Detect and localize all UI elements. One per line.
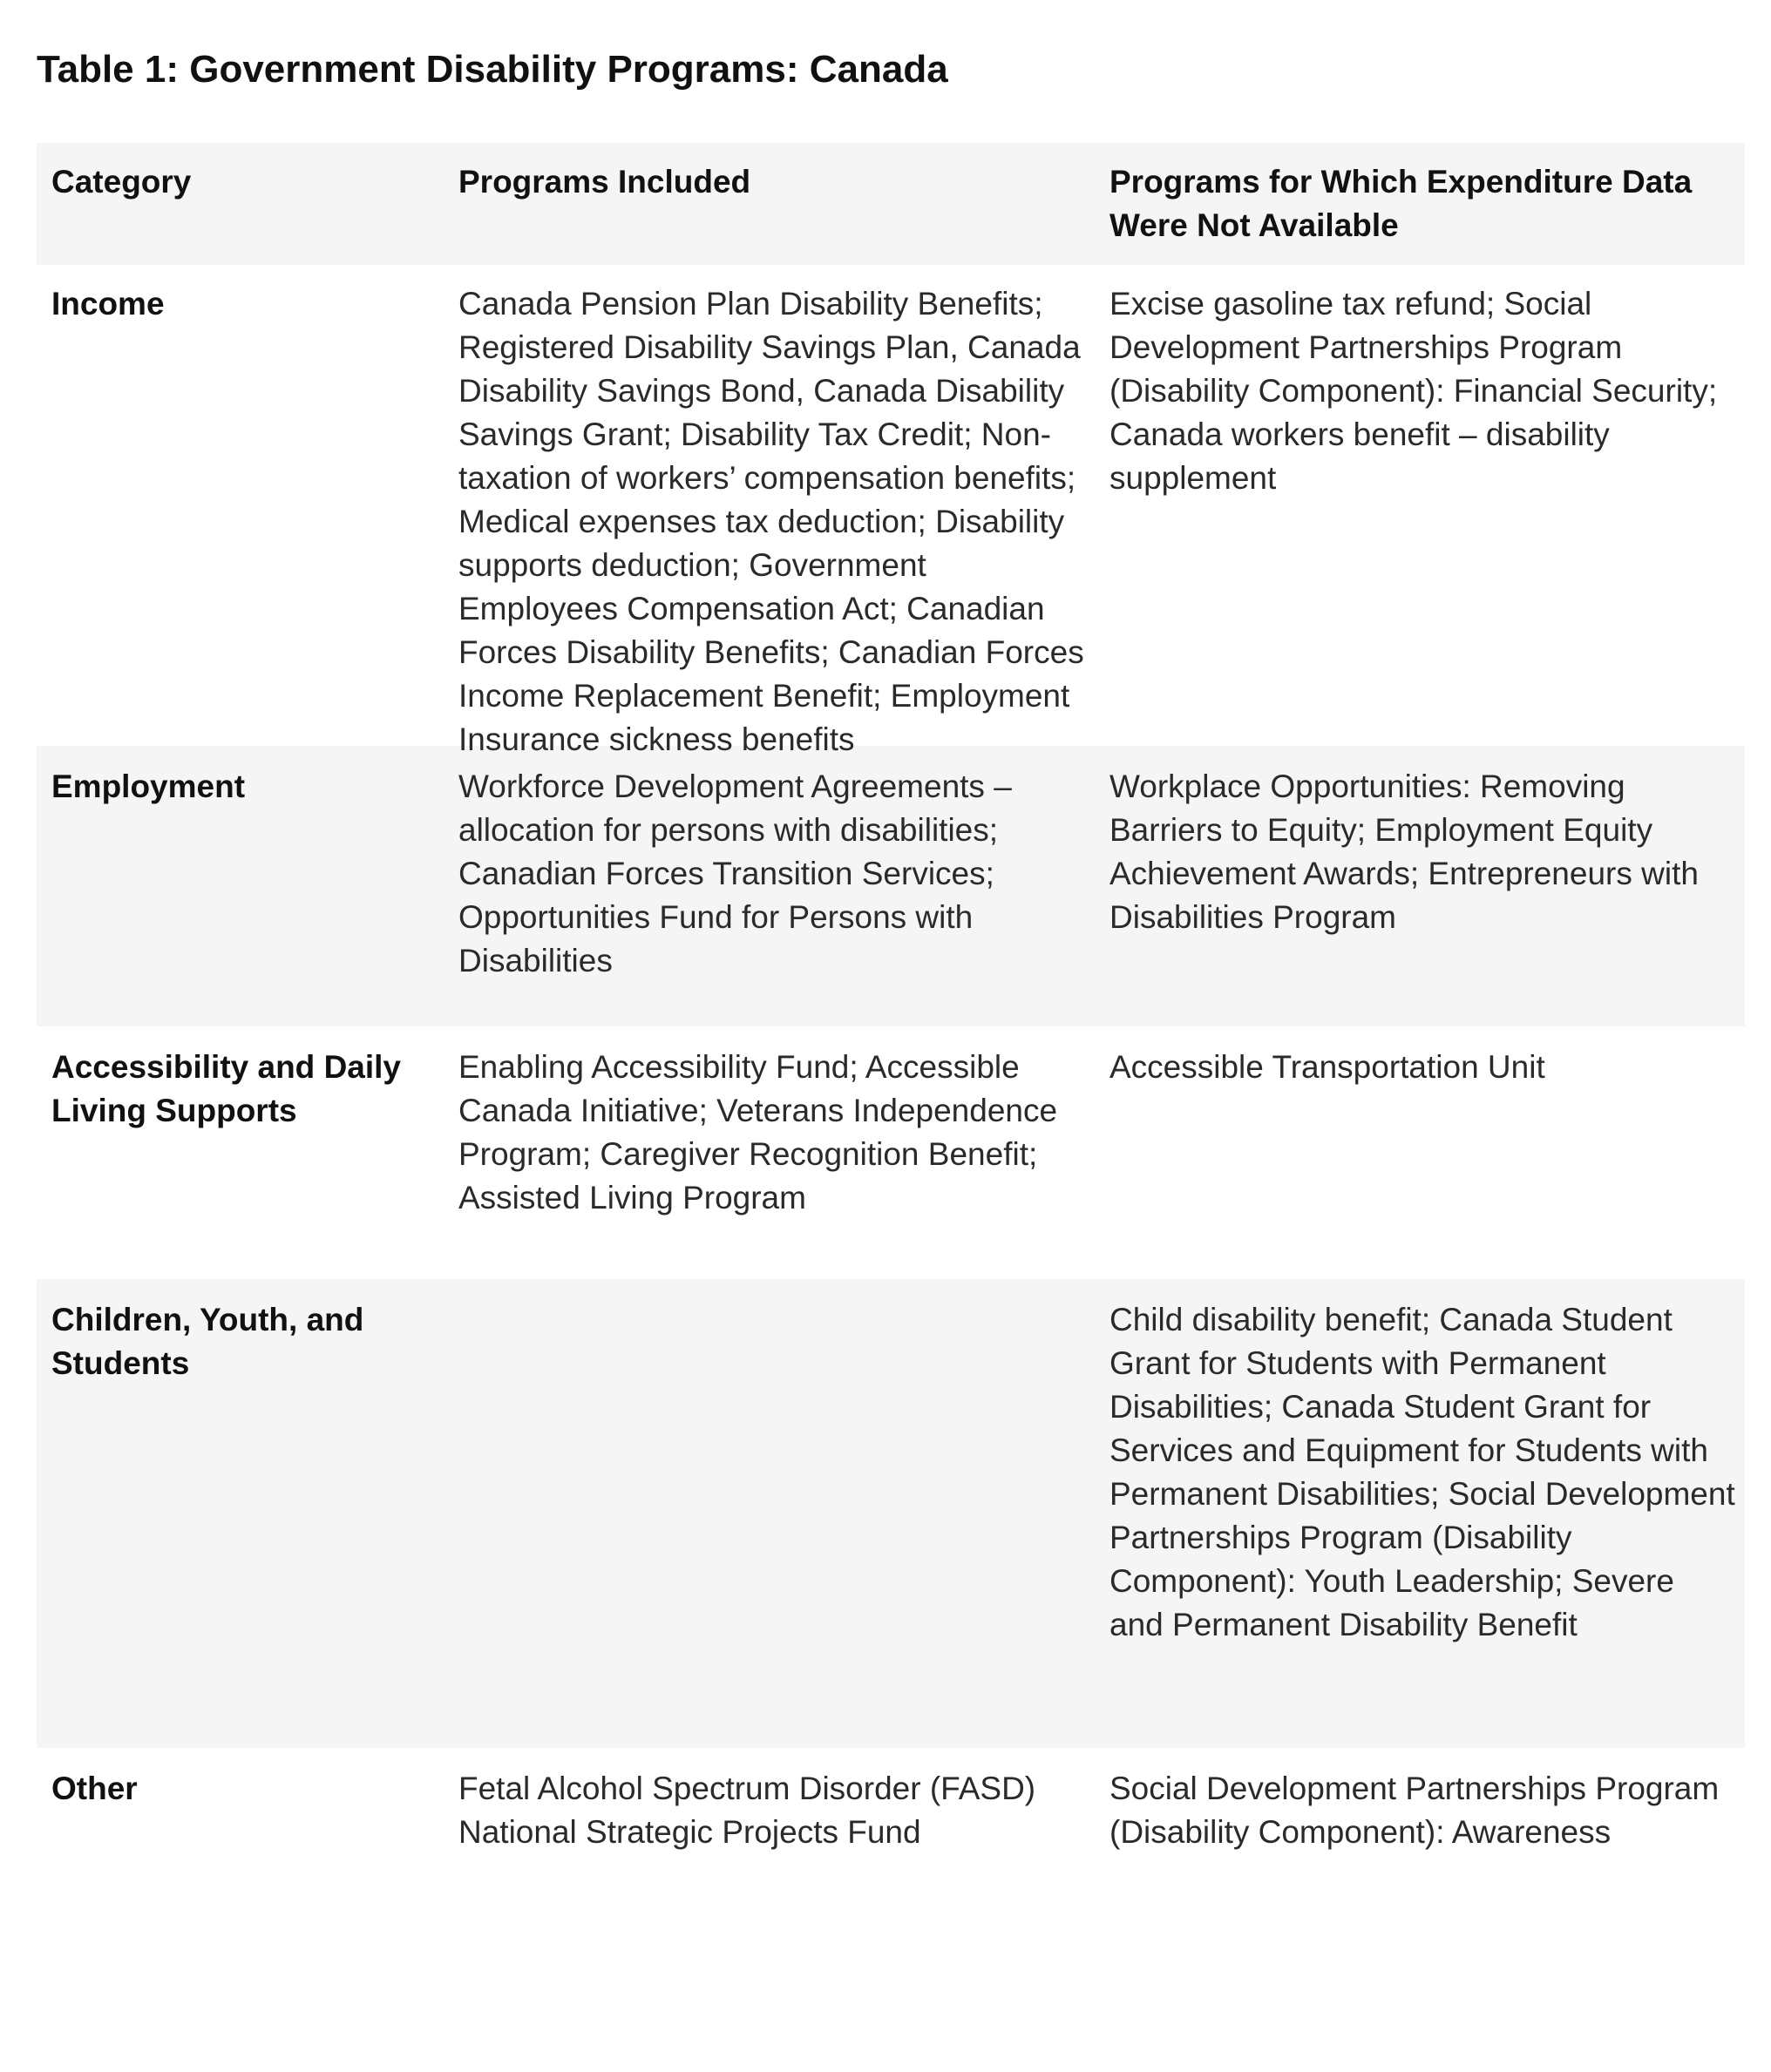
programs-included-cell: Enabling Accessibility Fund; Accessible Canada Initiative; Veterans Independence Program; Caregiver Recognition Benefit; Assisted Living Program	[458, 1049, 1058, 1215]
table-row-income	[37, 265, 1745, 757]
header-programs-included: Programs Included	[458, 164, 751, 200]
category-cell: Children, Youth, and Students	[51, 1302, 364, 1381]
category-cell: Employment	[51, 769, 246, 804]
programs-included-cell	[444, 1298, 1095, 1748]
header-programs-not-available: Programs for Which Expenditure Data Were Not Available	[1109, 164, 1693, 243]
header-category: Category	[51, 164, 192, 200]
table-row-other	[37, 1748, 1745, 1940]
category-cell: Accessibility and Daily Living Supports	[51, 1049, 402, 1128]
category-cell: Other	[51, 1771, 138, 1806]
programs-included-cell: Workforce Development Agreements – allocation for persons with disabilities; Canadian Forces Transition Services; Opportunities Fund for Persons with Disabilities	[458, 769, 1012, 978]
programs-included-cell: Fetal Alcohol Spectrum Disorder (FASD) National Strategic Projects Fund	[458, 1771, 1036, 1850]
table-title: Table 1: Government Disability Programs: Canada	[37, 48, 948, 91]
table-row-accessibility	[37, 1026, 1745, 1279]
category-cell: Income	[51, 286, 165, 322]
table-row-children-youth-students	[37, 1279, 1745, 1748]
programs-not-available-cell: Child disability benefit; Canada Student Grant for Students with Permanent Disabilities; Canada Student Grant for Services and Equipment for Students with Permanent Disabilities; Social Development Partnerships Program (Disability Component): Youth Leadership; Severe and Permanent Disability Benefit	[1109, 1302, 1735, 1642]
programs-table	[37, 143, 1745, 1940]
programs-not-available-cell: Social Development Partnerships Program (Disability Component): Awareness	[1109, 1771, 1720, 1850]
programs-included-cell: Canada Pension Plan Disability Benefits; Registered Disability Savings Plan, Canada Disability Savings Bond, Canada Disability Savings Grant; Disability Tax Credit; Non-taxation of workers’ compensation benefits; Medical expenses tax deduction; Disability supports deduction; Government Employees Compensation Act; Canadian Forces Disability Benefits; Canadian Forces Income Replacement Benefit; Employment Insurance sickness benefits	[458, 286, 1084, 757]
programs-not-available-cell: Excise gasoline tax refund; Social Development Partnerships Program (Disability Component): Financial Security; Canada workers benefit – disability supplement	[1109, 286, 1718, 496]
table-header-row	[37, 143, 1745, 265]
table-row-employment	[37, 746, 1745, 1026]
programs-not-available-cell: Workplace Opportunities: Removing Barriers to Equity; Employment Equity Achievement Awards; Entrepreneurs with Disabilities Program	[1109, 769, 1699, 935]
programs-not-available-cell: Accessible Transportation Unit	[1109, 1049, 1545, 1085]
